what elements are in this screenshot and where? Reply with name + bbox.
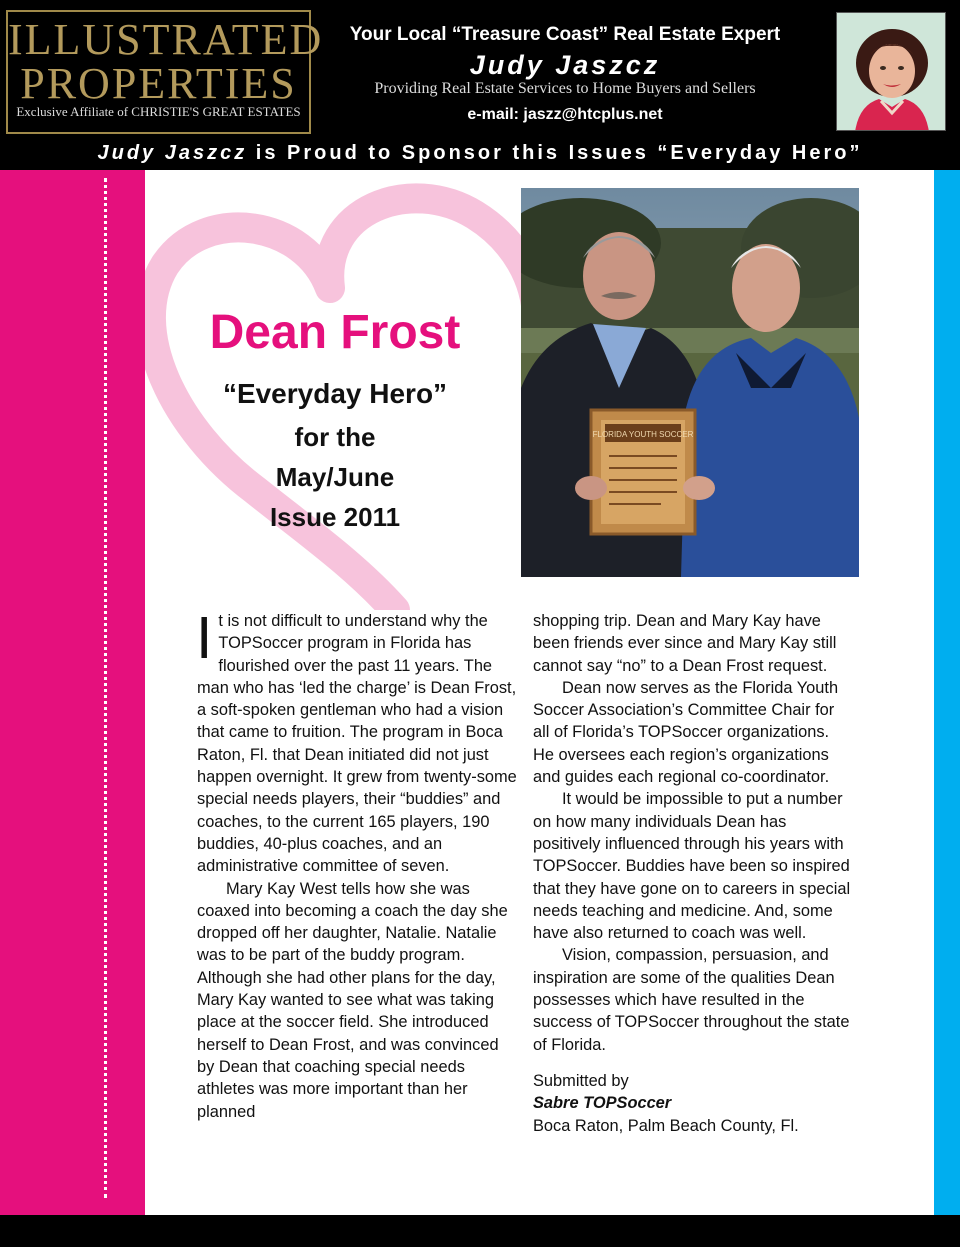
agent-email[interactable]: e-mail: jaszz@htcplus.net [467,106,663,123]
sponsor-name: Judy Jaszcz [97,142,248,164]
article-paragraph-2-continued: shopping trip. Dean and Mary Kay have been friends ever since and Mary Kay still cannot say “no” to a Dean Frost request. [533,612,837,675]
logo-line-2: PROPERTIES [20,59,297,108]
header-title: Your Local “Treasure Coast” Real Estate Expert [349,24,781,45]
article-page [145,170,934,1215]
logo-line-1: ILLUSTRATED [8,15,324,64]
article-paragraph-1-text: t is not difficult to understand why the TOPSoccer program in Florida has flourished over the past 11 years. The man who has ‘led the charge’ is Dean Frost, a soft-spoken gentleman who had a vision that came to fruition. The program in Boca Raton, Fl. that Dean initiated did not just happen overnight. It grew from twenty-some special needs players, their “buddies” and coaches, to the current 165 players, 190 buddies, 40-plus coaches, and an administrative committee of seven. [197,612,517,876]
drop-cap: I [196,605,213,671]
hero-subtitle-4: Issue 2011 [269,502,401,532]
hero-subtitle-1: “Everyday Hero” [222,378,448,409]
article-paragraph-3: Dean now serves as the Florida Youth Soccer Association’s Committee Chair for all of Florida’s TOPSoccer organizations. He oversees each region’s organizations and guides each regional co-coordinator. [533,678,839,787]
agent-portrait-photo [836,12,946,131]
sponsor-text: is Proud to Sponsor this Issues “Everyday Hero” [247,142,863,164]
article-paragraph-4: It would be impossible to put a number on how many individuals Dean has positively influenced through his years with TOPSoccer. Buddies have been so inspired that they have gone on to careers in special needs teaching and medicine. And, some have also returned to coach was well. [533,790,851,943]
article-paragraph-2: Mary Kay West tells how she was coaxed into becoming a coach the day she dropped off her daughter, Natalie. Natalie was to be part of the buddy program. Although she had other plans for the day, Mary Kay wanted to see what was taking place at the soccer field. She introduced herself to Dean Frost, and was convinced by Dean that coaching special needs athletes was more important than her planned [197,879,508,1121]
hero-subtitle-2: for the [294,422,376,452]
agent-name: Judy Jaszcz [469,50,661,80]
article-column-left [196,605,517,1123]
hero-name-heading: Dean Frost [209,306,461,359]
submitter-organization: Sabre TOPSoccer [533,1094,672,1113]
header [0,0,960,140]
dotted-divider [104,178,107,1198]
left-magenta-bar [0,170,145,1215]
bottom-bar [0,1215,960,1247]
article-paragraph-5: Vision, compassion, persuasion, and inspiration are some of the qualities Dean possesses which have resulted in the success of TOPSoccer throughout the state of Florida. [533,946,850,1054]
submitter-location: Boca Raton, Palm Beach County, Fl. [533,1116,799,1135]
logo-tagline: Exclusive Affiliate of CHRISTIE'S GREAT ESTATES [16,104,301,119]
illustrated-properties-logo [6,10,324,134]
right-cyan-bar [934,170,960,1215]
article-paragraph-1 [196,605,517,878]
sponsor-banner [0,140,960,170]
agent-services: Providing Real Estate Services to Home Buyers and Sellers [374,80,756,97]
article-column-right [533,610,853,1137]
plaque-text: FLORIDA YOUTH SOCCER [592,430,694,439]
submitted-by-label: Submitted by [533,1071,629,1090]
award-presentation-photo [521,188,859,577]
hero-subtitle-3: May/June [275,462,395,492]
